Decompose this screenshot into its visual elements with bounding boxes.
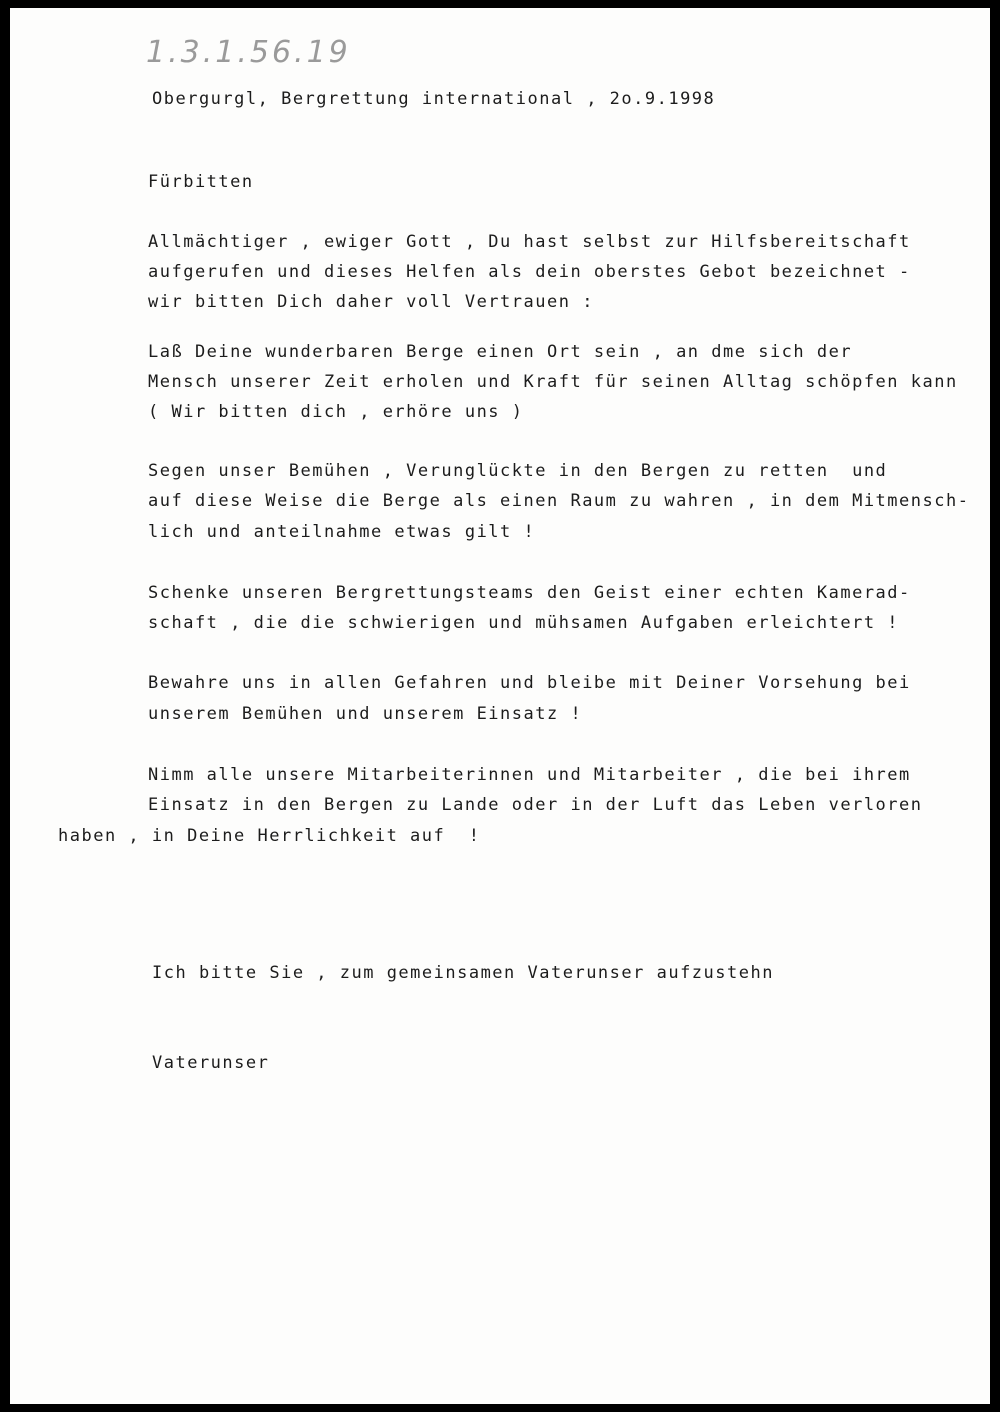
intro-line-2: aufgerufen und dieses Helfen als dein oberstes Gebot bezeichnet - (148, 262, 911, 282)
petition-3-line-1: Schenke unseren Bergrettungsteams den Geist einer echten Kamerad- (148, 583, 911, 603)
petition-2-line-2: auf diese Weise die Berge als einen Raum zu wahren , in dem Mitmensch- (148, 491, 970, 511)
petition-4-line-2: unserem Bemühen und unserem Einsatz ! (148, 704, 583, 724)
petition-2-line-1: Segen unser Bemühen , Verunglückte in den Bergen zu retten und (148, 461, 888, 481)
archive-number: 1.3.1.56.19 (146, 35, 351, 70)
petition-1-line-2: Mensch unserer Zeit erholen und Kraft für seinen Alltag schöpfen kann (148, 372, 958, 392)
petition-5-line-2: Einsatz in den Bergen zu Lande oder in der Luft das Leben verloren (148, 795, 923, 815)
closing-invitation: Ich bitte Sie , zum gemeinsamen Vaterunser aufzustehn (152, 963, 774, 983)
petition-4-line-1: Bewahre uns in allen Gefahren und bleibe mit Deiner Vorsehung bei (148, 673, 911, 693)
document-title: Fürbitten (148, 172, 254, 192)
intro-line-1: Allmächtiger , ewiger Gott , Du hast selbst zur Hilfsbereitschaft (148, 232, 911, 252)
petition-2-line-3: lich und anteilnahme etwas gilt ! (148, 522, 536, 542)
final-prayer: Vaterunser (152, 1053, 270, 1073)
intro-line-3: wir bitten Dich daher voll Vertrauen : (148, 292, 594, 312)
petition-3-line-2: schaft , die die schwierigen und mühsamen Aufgaben erleichtert ! (148, 613, 900, 633)
header-line: Obergurgl, Bergrettung international , 2o.9.1998 (152, 89, 716, 109)
petition-5-line-1: Nimm alle unsere Mitarbeiterinnen und Mitarbeiter , die bei ihrem (148, 765, 911, 785)
petition-1-line-3: ( Wir bitten dich , erhöre uns ) (148, 402, 524, 422)
petition-5-line-3: haben , in Deine Herrlichkeit auf ! (58, 826, 481, 846)
petition-1-line-1: Laß Deine wunderbaren Berge einen Ort sein , an dme sich der (148, 342, 853, 362)
